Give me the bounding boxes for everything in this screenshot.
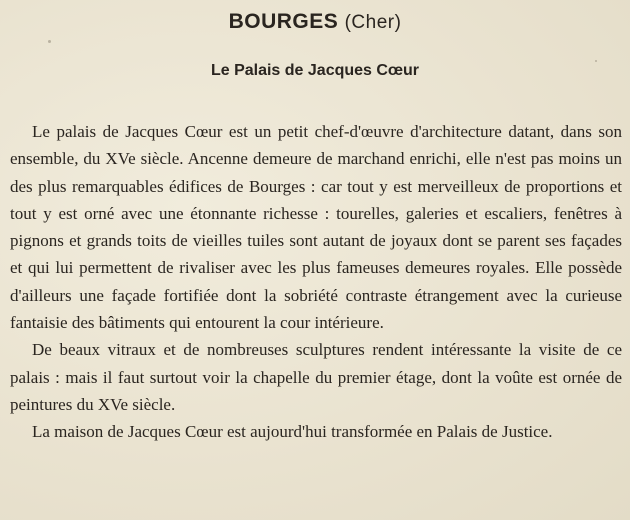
paragraph-1: Le palais de Jacques Cœur est un petit chef-d'œuvre d'architecture datant, dans son ensemble, du XVe siècle. Ancenne demeure de marchand enrichi, elle n'est pas moins un des plus remarquables édifices de Bourges : car tout y est merveilleux de proportions et tout y est orné avec une étonnante richesse : tourelles, galeries et escaliers, fenêtres à pignons et grands toits de vieilles tuiles sont autant de joyaux dont se parent ses façades et qui lui permettent de rivaliser avec les plus fameuses demeures royales. Elle possède d'ailleurs une façade fortifiée dont la sobriété contraste étrangement avec la curieuse fantaisie des bâtiments qui entourent la cour intérieure. bbox=[10, 122, 622, 333]
page-title bbox=[0, 10, 630, 34]
page-subtitle: Le Palais de Jacques Cœur bbox=[210, 62, 420, 79]
paragraph-2: De beaux vitraux et de nombreuses sculptures rendent intéressante la visite de ce palais : mais il faut surtout voir la chapelle du premier étage, dont la voûte est ornée de peintures du XVe siècle. bbox=[10, 340, 622, 414]
city-name: BOURGES bbox=[228, 10, 339, 33]
paragraph-3: La maison de Jacques Cœur est aujourd'hui transformée en Palais de Justice. bbox=[32, 422, 553, 442]
paper-speck bbox=[595, 60, 597, 62]
paper-speck bbox=[48, 40, 51, 43]
article-body bbox=[10, 118, 622, 446]
department-name: (Cher) bbox=[344, 12, 402, 33]
